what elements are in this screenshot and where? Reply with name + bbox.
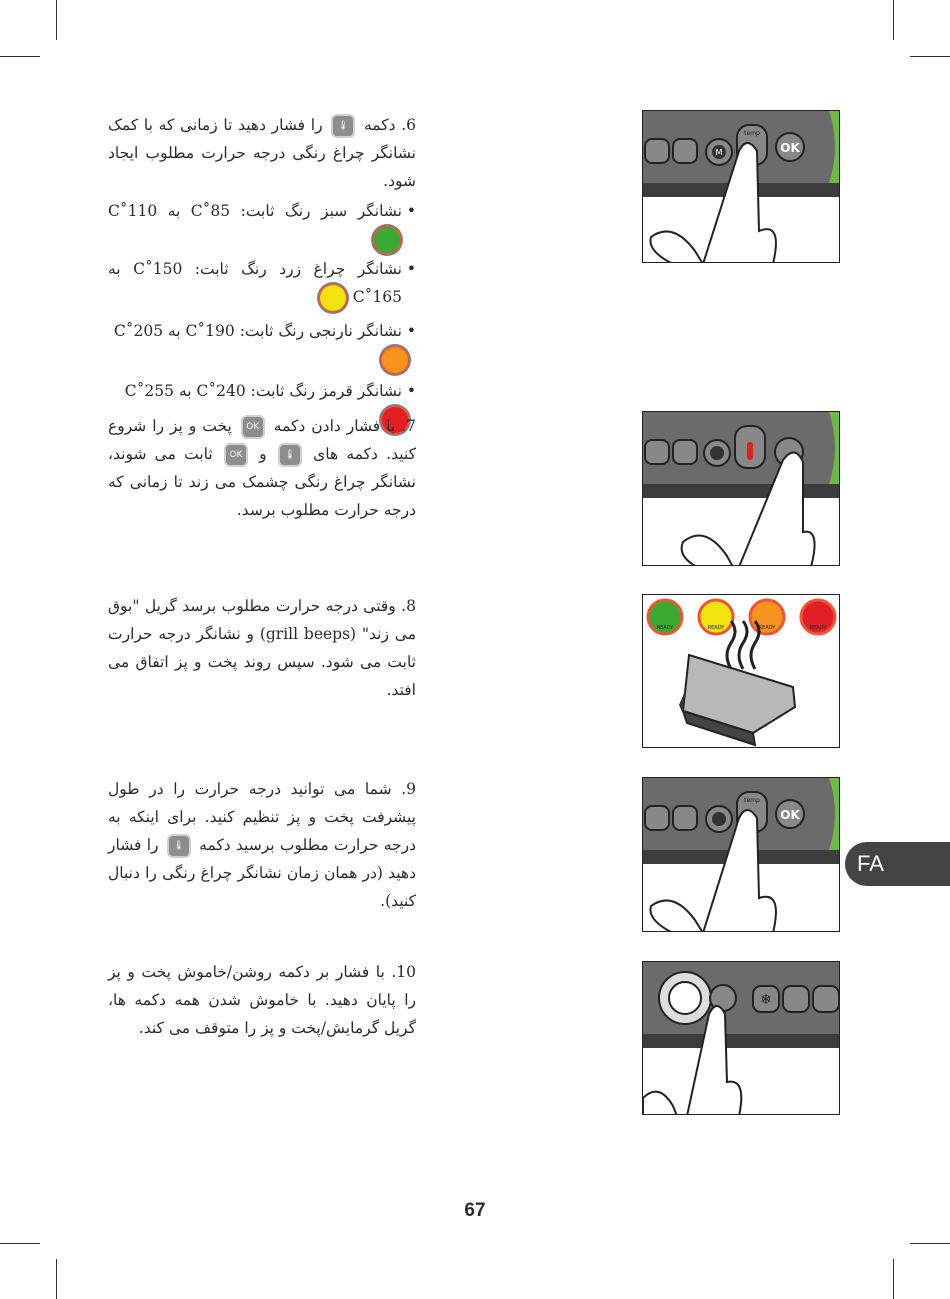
step-text: با فشار بر دکمه روشن/خاموش پخت و پز را پایان دهید. با خاموش شدن همه دکمه ها، گریل گرمایش/پخت و پز را متوقف می کند. — [108, 963, 416, 1037]
yellow-indicator-icon — [320, 285, 346, 311]
step-text: دکمه — [363, 116, 396, 134]
step-number: 8. — [401, 597, 416, 615]
ok-button-icon: OK — [224, 443, 248, 467]
ready-orange-icon — [750, 600, 784, 634]
svg-text:OK: OK — [780, 141, 800, 155]
crop-mark — [893, 0, 894, 40]
crop-mark — [56, 1259, 57, 1299]
svg-text:M: M — [715, 148, 723, 157]
step-9 — [108, 775, 416, 915]
step-text: و — [259, 445, 267, 463]
ready-red-icon — [801, 600, 835, 634]
svg-text:READY: READY — [656, 625, 674, 631]
language-tab: FA — [845, 842, 950, 886]
step-number: 9. — [401, 780, 416, 798]
ready-green-icon — [648, 600, 682, 634]
thermometer-button-icon: 🌡 — [331, 114, 355, 138]
step-text: را فشار دهید (در همان زمان نشانگر چراغ رنگی را دنبال کنید). — [108, 836, 416, 910]
step-text: را فشار دهید تا زمانی که با کمک نشانگر چراغ رنگی درجه حرارت مطلوب ایجاد شود. — [108, 116, 416, 190]
step-number: 10. — [391, 963, 417, 981]
list-item: • نشانگر چراغ زرد رنگ ثابت: 150˚C به C˚165 — [108, 255, 416, 311]
svg-text:temp: temp — [744, 130, 760, 137]
svg-text:temp: temp — [744, 797, 760, 804]
figure-power-button — [642, 961, 840, 1115]
list-item: • نشانگر قرمز رنگ ثابت: 240˚C به 255˚C — [108, 377, 416, 433]
step-text: پخت و پز را شروع کنید. دکمه های — [108, 417, 416, 463]
svg-text:READY: READY — [707, 625, 725, 631]
svg-text:READY: READY — [758, 625, 776, 631]
crop-mark — [0, 56, 40, 57]
orange-indicator-icon — [382, 347, 408, 373]
indicator-list — [108, 197, 416, 433]
page-number: 67 — [464, 1200, 486, 1221]
step-number: 7. — [401, 417, 416, 435]
step-text: ثابت می شوند، نشانگر چراغ رنگی چشمک می زند تا زمانی که درجه حرارت مطلوب برسد. — [108, 445, 416, 519]
step-text: وقتی درجه حرارت مطلوب برسد گریل "بوق می زند" (grill beeps) و نشانگر درجه حرارت ثابت می شود. سپس روند پخت و پز اتفاق می افتد. — [108, 597, 417, 699]
step-7 — [108, 412, 416, 524]
step-text: با فشار دادن دکمه — [273, 417, 396, 435]
ok-button-icon: OK — [241, 415, 265, 439]
crop-mark — [56, 0, 57, 40]
crop-mark — [910, 56, 950, 57]
step-text: شما می توانید درجه حرارت را در طول پیشرفت پخت و پز تنظیم کنید. برای اینکه به درجه حرارت مطلوب برسید دکمه — [108, 780, 416, 854]
svg-text:OK: OK — [780, 808, 800, 822]
svg-text:READY: READY — [809, 625, 827, 631]
ready-yellow-icon — [699, 600, 733, 634]
thermometer-button-icon: 🌡 — [167, 834, 191, 858]
figure-grill-ready — [642, 594, 840, 748]
crop-mark — [910, 1243, 950, 1244]
step-8 — [108, 592, 416, 704]
list-item: • نشانگر نارنجی رنگ ثابت: 190˚C به 205˚C — [108, 317, 416, 373]
crop-mark — [0, 1243, 40, 1244]
thermometer-button-icon: 🌡 — [278, 443, 302, 467]
green-indicator-icon — [374, 227, 400, 253]
list-item: • نشانگر سبز رنگ ثابت: 85˚C به 110˚C — [108, 197, 416, 253]
step-10 — [108, 958, 416, 1042]
step-number: 6. — [401, 116, 416, 134]
figure-adjust-temp — [642, 777, 840, 932]
figure-temp-button-press — [642, 110, 840, 263]
svg-text:❄: ❄ — [760, 992, 772, 1008]
step-6 — [108, 111, 416, 433]
crop-mark — [893, 1259, 894, 1299]
figure-ok-button-press — [642, 411, 840, 566]
